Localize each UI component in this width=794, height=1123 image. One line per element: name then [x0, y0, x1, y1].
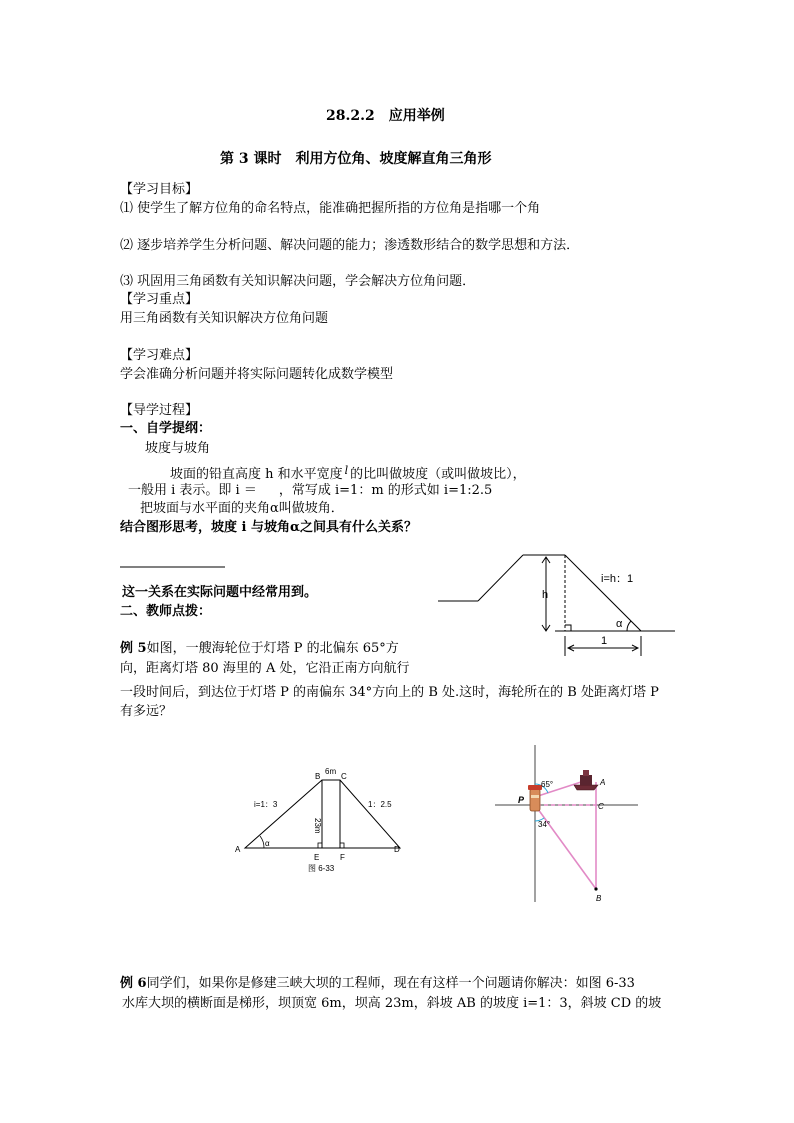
dam-alpha: α: [265, 839, 270, 848]
dam-label-C: C: [341, 772, 347, 781]
slope-def-part2: 的比叫做坡度（或叫做坡比），: [350, 467, 526, 482]
example-6-label: 例 6: [120, 976, 147, 991]
line-PB: [535, 805, 596, 889]
dam-label-E: E: [314, 853, 320, 862]
angle-65: 65°: [541, 780, 554, 789]
example-6-line2: 水库大坝的横断面是梯形，坝顶宽 6m，坝高 23m，斜坡 AB 的坡度 i=1：3，斜坡 CD 的坡: [122, 996, 662, 1011]
example-6-line1: [120, 976, 635, 992]
goal-2: ⑵ 逐步培养学生分析问题、解决问题的能力；渗透数形结合的数学思想和方法．: [120, 238, 580, 253]
section-title: 28.2.2 应用举例: [326, 108, 445, 124]
goal-3: ⑶ 巩固用三角函数有关知识解决问题，学会解决方位角问题．: [120, 274, 476, 289]
relation-question: 结合图形思考，坡度 i 与坡角α之间具有什么关系？: [120, 520, 417, 535]
relation-note: 这一关系在实际问题中经常用到。: [122, 585, 318, 600]
label-C: C: [598, 802, 604, 811]
goal-1: ⑴ 使学生了解方位角的命名特点，能准确把握所指的方位角是指哪一个角: [120, 201, 541, 216]
dam-height: 23m: [313, 818, 322, 834]
label-B: B: [596, 894, 602, 903]
slope-definition-line3: 把坡面与水平面的夹角α叫做坡角．: [140, 501, 344, 516]
dam-top-width: 6m: [325, 767, 337, 776]
slope-def-part3: 一般用 i 表示。即 i ＝: [128, 483, 257, 498]
example-6-text1: 同学们，如果你是修建三峡大坝的工程师，现在有这样一个问题请你解决：如图 6-33: [146, 976, 635, 991]
goals-header: 【学习目标】: [120, 182, 199, 197]
slope-def-part4: ，常写成 i=1：m 的形式如 i=1:2.5: [278, 483, 493, 498]
ship-icon: [574, 770, 598, 790]
label-P: P: [518, 795, 525, 805]
lighthouse-diagram: [490, 737, 640, 907]
section-1-heading: 一、自学提纲：: [120, 421, 212, 436]
dam-label-B: B: [315, 772, 321, 781]
dam-caption: 图 6-33: [308, 864, 335, 873]
slope-right: [565, 555, 641, 631]
process-header: 【导学过程】: [120, 403, 199, 418]
slope-title: 坡度与坡角: [145, 441, 211, 456]
right-angle-mark: [565, 625, 571, 631]
label-A: A: [600, 778, 606, 787]
angle-34: 34°: [538, 820, 551, 829]
dam-left-slope: i=1：3: [254, 800, 278, 809]
example-5-line1: [120, 641, 399, 657]
alpha-label: α: [616, 618, 623, 630]
alpha-arc: [627, 621, 631, 631]
example-5-line2: 向，距离灯塔 80 海里的 A 处，它沿正南方向航行: [120, 661, 410, 676]
example-5-line4: 有多远？: [120, 704, 173, 719]
difficulty-text: 学会准确分析问题并将实际问题转化成数学模型: [120, 367, 394, 382]
example-5-line3: 一段时间后，到达位于灯塔 P 的南偏东 34°方向上的 B 处.这时，海轮所在的 B 处距离灯塔 P: [120, 685, 659, 700]
dam-label-A: A: [235, 845, 241, 854]
dam-cross-section-diagram: [232, 768, 412, 878]
dam-label-F: F: [340, 853, 345, 862]
ratio-label: i=h：1: [601, 573, 634, 585]
slope-left: [478, 555, 523, 601]
l-label: 1: [601, 635, 608, 647]
slope-diagram: [435, 550, 685, 660]
answer-blank-line: [120, 566, 230, 568]
dam-right-slope: 1：2.5: [368, 800, 392, 809]
h-label: h: [542, 589, 549, 601]
key-header: 【学习重点】: [120, 292, 199, 307]
example-5-label: 例 5: [120, 641, 147, 656]
slope-definition-line2: [128, 483, 492, 499]
lesson-title: 第 3 课时 利用方位角、坡度解直角三角形: [220, 151, 492, 167]
slope-definition-line1: [170, 463, 526, 483]
lighthouse-icon: [528, 785, 542, 811]
section-2-heading: 二、教师点拨：: [120, 604, 212, 619]
key-text: 用三角函数有关知识解决方位角问题: [120, 311, 329, 326]
width-symbol: l: [344, 464, 349, 477]
slope-def-part1: 坡面的铅直高度 h 和水平宽度: [170, 467, 343, 482]
difficulty-header: 【学习难点】: [120, 348, 199, 363]
example-5-text1: 如图，一艘海轮位于灯塔 P 的北偏东 65°方: [146, 641, 399, 656]
dam-label-D: D: [394, 845, 400, 854]
